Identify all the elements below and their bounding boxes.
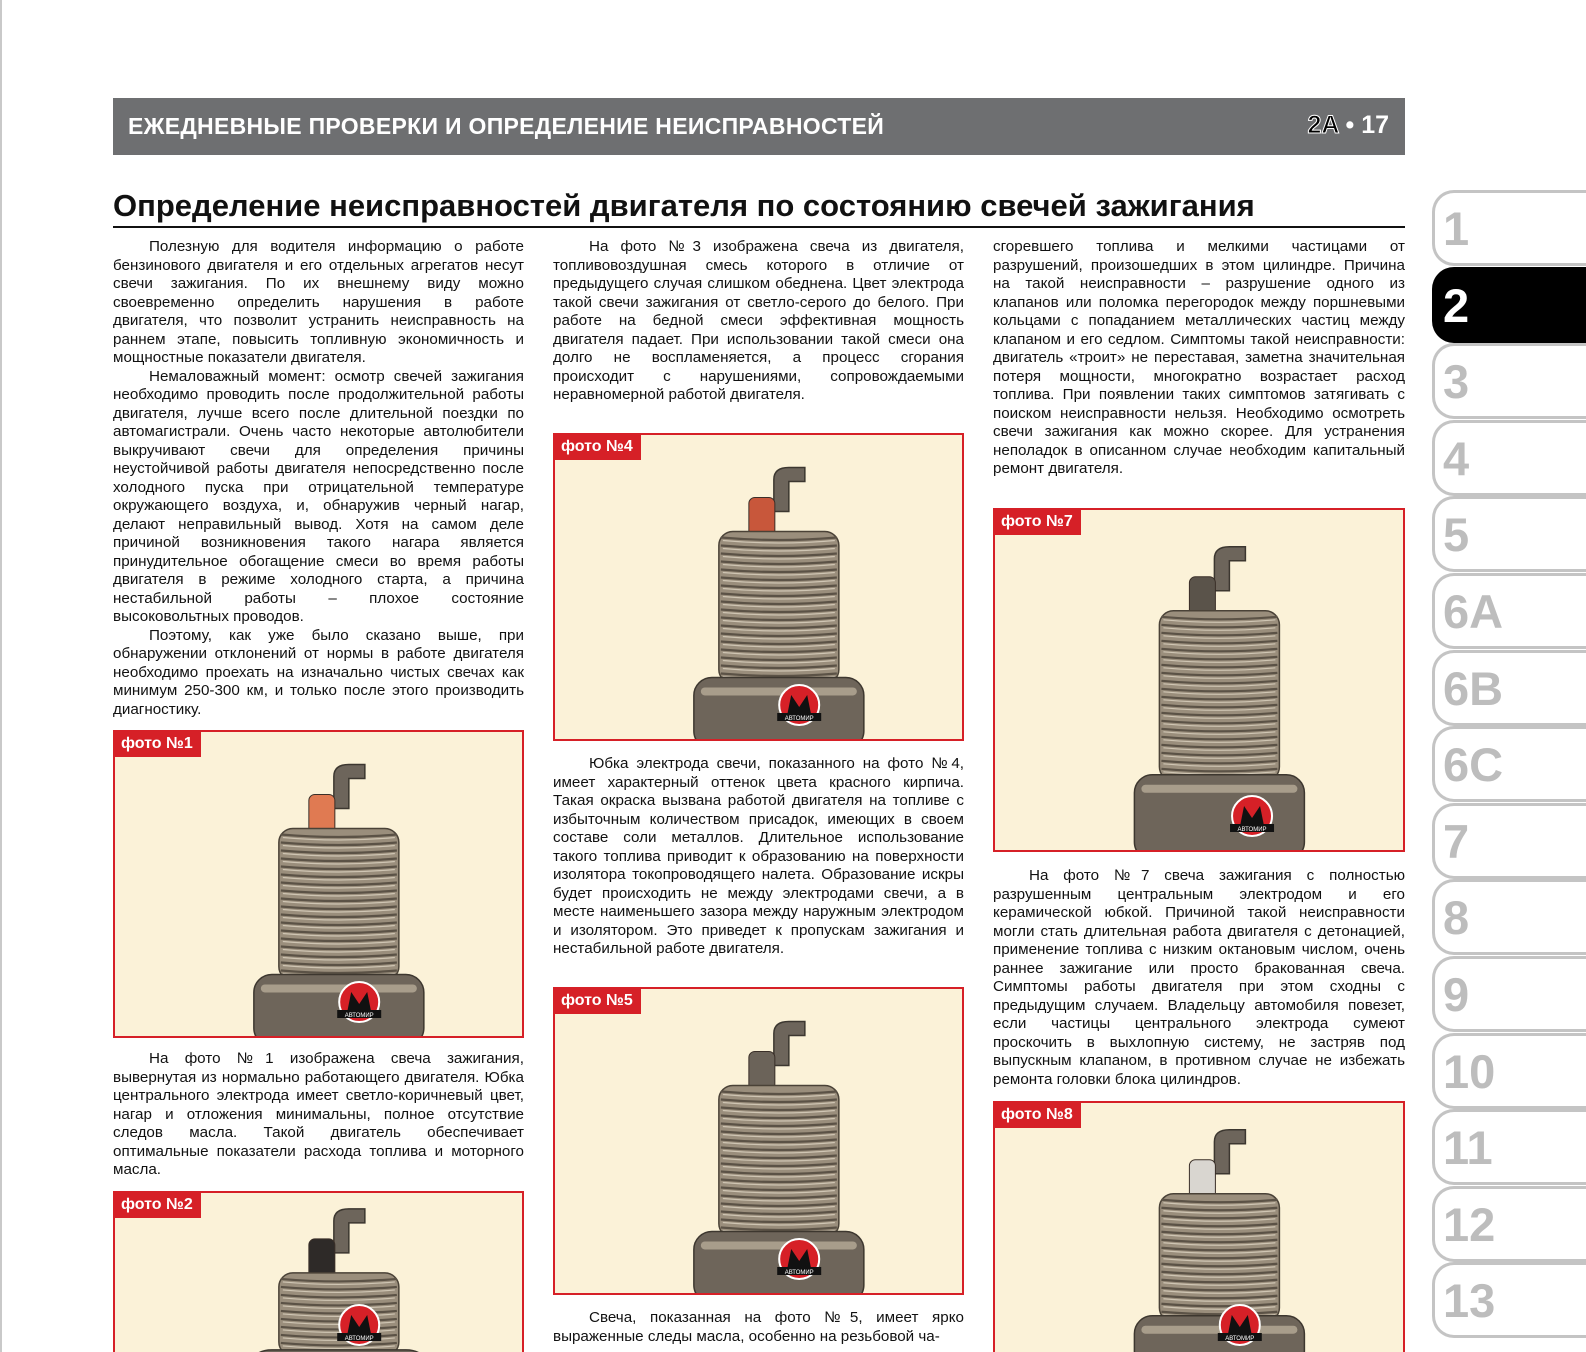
spark-plug-illustration <box>995 1103 1403 1352</box>
paragraph: сгоревшего топлива и мелкими частицами от разрушений, произошедших в этом цилиндре. Причина на такой неисправности – разрушение одного из клапанов или поломка перегородок между поршневыми кольцами с попаданием металлических частиц между клапаном и его седлом. Симптомы такой неисправности: двигатель «троит» не переставая, заметна значительная потеря мощности, многократно возрастает расход топлива. При появлении таких симптомов затягивать с поиском неисправности нельзя. Необходимо осмотреть свечи зажигания как можно скорее. Для устранения неполадок в описанном случае необходим капитальный ремонт двигателя. <box>993 238 1405 477</box>
chapter-number: 2A <box>1307 111 1339 139</box>
spark-plug <box>1134 547 1304 850</box>
page-number: 17 <box>1361 111 1389 139</box>
publisher-logo <box>1218 1305 1262 1345</box>
publisher-logo <box>777 1239 821 1279</box>
spark-plug-illustration <box>995 510 1403 850</box>
column-2-middle <box>553 755 964 959</box>
chapter-tab-2[interactable] <box>1432 267 1586 343</box>
column-1 <box>113 238 524 719</box>
photo-label: фото №7 <box>995 510 1081 535</box>
photo-1 <box>113 730 524 1038</box>
photo-label: фото №8 <box>995 1103 1081 1128</box>
paragraph: На фото №7 свеча зажигания с полностью разрушенным центральным электродом и его керамической юбкой. Причиной такой неисправности могли стать длительная работа двигателя с детонацией, применение топлива с низким октановым числом, очень раннее зажигание или просто бракованная свеча. Симптомы работы двигателя при этом сходны с предыдущим случаем. Владельцу автомобиля повезет, если частицы центрального электрода сумеют проскочить в выхлопную систему, не застряв под выпускным клапаном, в противном случае не избежать ремонта головки блока цилиндров. <box>993 867 1405 1088</box>
chapter-tab-label: 12 <box>1443 1197 1496 1251</box>
column-1-lower <box>113 1050 524 1180</box>
column-2 <box>553 238 964 405</box>
publisher-logo <box>337 982 381 1022</box>
chapter-tab-3[interactable] <box>1432 343 1586 419</box>
paragraph: Немаловажный момент: осмотр свечей зажигания необходимо проводить после продолжительной работы двигателя, лучше всего после длительной поездки по автомагистрали. Очень часто некоторые автолюбители выкручивают свечи для определения причины неустойчивой работы двигателя непосредственно после холодного пуска при отрицательной температуре окружающего воздуха, и, обнаружив черный нагар, делают неправильный вывод. Хотя на самом деле причиной возникновения такого нагара является принудительное обогащение смеси во время работы двигателя в режиме холодного старта, а причина нестабильной работы – плохое состояние высоковольтных проводов. <box>113 367 524 625</box>
article-title: Определение неисправностей двигателя по состоянию свечей зажигания <box>113 188 1405 228</box>
chapter-tab-6b[interactable] <box>1432 650 1586 726</box>
chapter-tab-4[interactable] <box>1432 420 1586 496</box>
photo-4 <box>553 433 964 741</box>
header-title: ЕЖЕДНЕВНЫЕ ПРОВЕРКИ И ОПРЕДЕЛЕНИЕ НЕИСПРАВНОСТЕЙ <box>128 113 885 139</box>
logo-text: АВТОМИР <box>1237 827 1267 833</box>
spark-plug <box>254 764 424 1036</box>
chapter-tab-8[interactable] <box>1432 879 1586 955</box>
spark-plug <box>1134 1130 1304 1352</box>
spark-plug <box>254 1209 424 1352</box>
header-separator: • <box>1345 111 1355 139</box>
logo-text: АВТОМИР <box>784 716 814 722</box>
chapter-tab-6a[interactable] <box>1432 573 1586 649</box>
paragraph: Полезную для водителя информацию о работе бензинового двигателя и его отдельных агрегатов несут свечи зажигания. По их внешнему виду можно своевременно определить нарушения в работе двигателя, что позволит устранить неисправность на раннем этапе, повысить топливную экономичность и мощностные показатели двигателя. <box>113 238 524 366</box>
chapter-tab-6c[interactable] <box>1432 726 1586 802</box>
photo-5 <box>553 987 964 1295</box>
chapter-tab-label: 8 <box>1443 891 1470 945</box>
spark-plug-illustration <box>115 732 522 1036</box>
publisher-logo <box>1230 796 1274 836</box>
chapter-tab-label: 3 <box>1443 355 1470 409</box>
chapter-tab-13[interactable] <box>1432 1262 1586 1338</box>
photo-label: фото №5 <box>555 989 641 1014</box>
chapter-tab-7[interactable] <box>1432 803 1586 879</box>
photo-label: фото №2 <box>115 1193 201 1218</box>
photo-label: фото №1 <box>115 732 201 757</box>
photo-label: фото №4 <box>555 435 641 460</box>
logo-text: АВТОМИР <box>784 1270 814 1276</box>
chapter-tab-5[interactable] <box>1432 496 1586 572</box>
column-3 <box>993 238 1405 479</box>
paragraph: На фото №1 изображена свеча зажигания, вывернутая из нормально работающего двигателя. Юбка центрального электрода имеет светло-коричневый цвет, нагар и отложения минимальны, полное отсутствие следов масла. Такой двигатель обеспечивает оптимальные показатели расхода топлива и моторного масла. <box>113 1050 524 1178</box>
spark-plug-illustration <box>555 989 962 1293</box>
logo-text: АВТОМИР <box>1225 1336 1255 1342</box>
chapter-tab-label: 1 <box>1443 202 1470 255</box>
publisher-logo <box>337 1305 381 1345</box>
chapter-tab-label: 10 <box>1443 1044 1496 1098</box>
chapter-tab-label: 7 <box>1443 814 1470 868</box>
page-edge <box>0 0 2 1352</box>
chapter-tab-label: 6A <box>1443 585 1504 638</box>
paragraph: Свеча, показанная на фото №5, имеет ярко выраженные следы масла, особенно на резьбовой ча- <box>553 1309 964 1345</box>
logo-text: АВТОМИР <box>344 1336 374 1342</box>
chapter-tab-label: 6B <box>1443 661 1504 715</box>
chapter-tab-11[interactable] <box>1432 1109 1586 1185</box>
chapter-tab-label: 13 <box>1443 1274 1496 1328</box>
chapter-tab-label: 9 <box>1443 968 1470 1021</box>
chapter-tab-label: 2 <box>1443 278 1470 332</box>
chapter-tab-9[interactable] <box>1432 956 1586 1032</box>
chapter-tab-label: 4 <box>1443 431 1470 485</box>
paragraph: Поэтому, как уже было сказано выше, при обнаружении отклонений от нормы в работе двигателя необходимо проехать на изначально чистых свечах как минимум 250-300 км, и только после этого производить диагностику. <box>113 626 524 718</box>
paragraph: На фото №3 изображена свеча из двигателя, топливовоздушная смесь которого в отличие от предыдущего случая слишком обеднена. Цвет электрода такой свечи зажигания от светло-серого до белого. При работе на бедной смеси эффективная мощность двигателя падает. При использовании такой смеси она долго не воспламеняется, а процесс сгорания происходит с нарушениями, сопровождаемыми неравномерной работой двигателя. <box>553 238 964 403</box>
paragraph: Юбка электрода свечи, показанного на фото №4, имеет характерный оттенок цвета красного кирпича. Такая окраска вызвана работой двигателя на топливе с избыточным количеством присадок, имеющих в своем составе соли металлов. Длительное использование такого топлива приводит к образованию на поверхности изолятора токопроводящего налета. Образование искры будет происходить не между электродами свечи, а в месте наименьшего зазора между наружным электродом и изолятором. Это приведет к пропускам зажигания и нестабильной работе двигателя. <box>553 755 964 957</box>
chapter-tab-10[interactable] <box>1432 1033 1586 1109</box>
spark-plug-illustration <box>555 435 962 739</box>
chapter-tab-12[interactable] <box>1432 1186 1586 1262</box>
publisher-logo <box>777 685 821 725</box>
photo-8 <box>993 1101 1405 1352</box>
chapter-tab-1[interactable] <box>1432 190 1586 266</box>
column-3-middle <box>993 867 1405 1089</box>
chapter-tab-label: 5 <box>1443 508 1470 562</box>
photo-7 <box>993 508 1405 852</box>
spark-plug <box>694 1021 864 1293</box>
logo-text: АВТОМИР <box>344 1013 374 1019</box>
chapter-tab-label: 6C <box>1443 738 1504 792</box>
photo-2 <box>113 1191 524 1352</box>
column-2-lower <box>553 1309 964 1346</box>
running-header <box>113 98 1405 155</box>
header-page-number <box>1307 111 1389 140</box>
chapter-tab-label: 11 <box>1443 1121 1493 1175</box>
spark-plug <box>694 467 864 739</box>
